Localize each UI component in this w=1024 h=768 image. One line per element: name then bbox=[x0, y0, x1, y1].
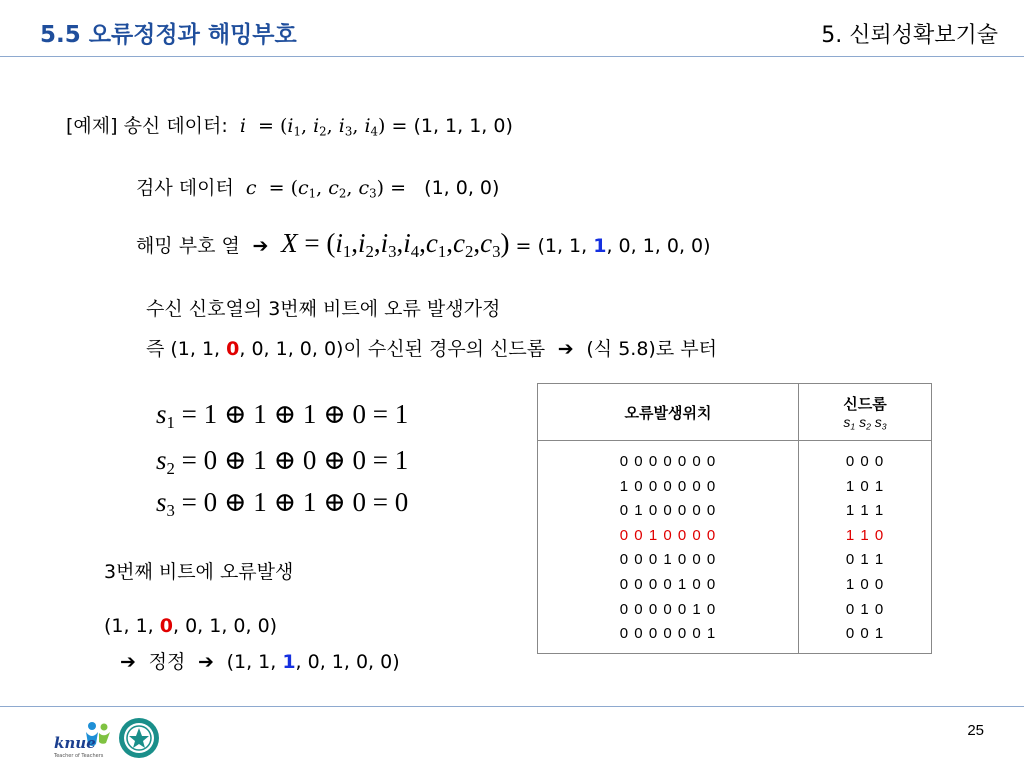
university-seal bbox=[118, 717, 160, 759]
check-vector: (1, 0, 0) bbox=[424, 177, 500, 199]
table-header-row bbox=[538, 384, 932, 441]
example-label: [예제] 송신 데이터: bbox=[66, 115, 228, 137]
table-body-row bbox=[538, 441, 932, 654]
check-symbol: c bbox=[239, 177, 263, 199]
info-symbol: i bbox=[233, 115, 252, 137]
code-vector-a: = (1, 1, bbox=[515, 235, 594, 257]
page-number: 25 bbox=[967, 722, 984, 739]
error-position-row: 0 1 0 0 0 0 0 bbox=[619, 502, 717, 520]
assume-recv-a: 즉 (1, 1, bbox=[146, 338, 227, 360]
error-position-row: 0 0 0 1 0 0 0 bbox=[619, 551, 717, 569]
conclusion-line: 3번째 비트에 오류발생 bbox=[104, 561, 294, 583]
info-vector: = (1, 1, 1, 0) bbox=[391, 115, 513, 137]
info-tuple: = ($i_1$, $i_2$, $i_3$, $i_4$) bbox=[258, 115, 386, 139]
error-position-row: 1 0 0 0 0 0 0 bbox=[619, 477, 717, 495]
assume-line-2 bbox=[146, 334, 717, 361]
col-header-position: 오류발생위치 bbox=[538, 384, 799, 441]
received-vector bbox=[104, 615, 277, 637]
logo-tagline: Teacher of Teachers bbox=[54, 753, 104, 759]
assume-recv-c: , 0, 1, 0, 0)이 수신된 경우의 신드롬 bbox=[239, 338, 546, 360]
code-vector-c: , 0, 1, 0, 0) bbox=[606, 235, 711, 257]
check-tuple: = ($c_1$, $c_2$, $c_3$) = bbox=[268, 177, 419, 201]
syndrome-table bbox=[537, 383, 932, 654]
error-position-cell bbox=[538, 441, 799, 654]
corrected-bit: 1 bbox=[282, 651, 296, 673]
code-vector-bit: 1 bbox=[593, 235, 607, 257]
error-position-row: 0 0 0 0 0 1 0 bbox=[619, 600, 717, 618]
check-label: 검사 데이터 bbox=[136, 177, 234, 199]
syndrome-header-bits: $s_1$ $s_2$ $s_3$ bbox=[843, 413, 887, 432]
knue-logo-mark-icon bbox=[52, 718, 116, 760]
right-arrow-icon: ➔ bbox=[191, 651, 221, 673]
header-divider bbox=[0, 56, 1024, 57]
right-arrow-icon: ➔ bbox=[551, 338, 581, 360]
syndrome-row: 1 1 0 bbox=[845, 526, 885, 544]
corrected-c: , 0, 1, 0, 0) bbox=[295, 651, 400, 673]
syndrome-row: 1 1 1 bbox=[845, 502, 885, 520]
footer-divider bbox=[0, 706, 1024, 707]
right-arrow-icon: ➔ bbox=[245, 235, 276, 257]
check-data-line bbox=[136, 173, 499, 201]
syndrome-row: 0 0 1 bbox=[845, 625, 885, 643]
seal-icon bbox=[118, 717, 160, 759]
error-position-row: 0 0 0 0 1 0 0 bbox=[619, 575, 717, 593]
received-bit: 0 bbox=[159, 615, 173, 637]
section-title: 5.5 오류정정과 해밍부호 bbox=[40, 22, 297, 48]
syndrome-row: 1 0 1 bbox=[845, 477, 885, 495]
assume-line-1: 수신 신호열의 3번째 비트에 오류 발생가정 bbox=[146, 298, 501, 320]
syndrome-eq-3: $s_3 = 0$ ⊕ 1 ⊕ 1 ⊕ 0 = 0 bbox=[156, 487, 409, 521]
syndrome-header-label: 신드롬 bbox=[843, 395, 887, 413]
assume-ref: (식 5.8)로 부터 bbox=[586, 338, 717, 360]
received-a: (1, 1, bbox=[104, 615, 160, 637]
syndrome-row: 0 1 1 bbox=[845, 551, 885, 569]
syndrome-eq-2: $s_2 = 0$ ⊕ 1 ⊕ 0 ⊕ 0 = 1 bbox=[156, 445, 409, 479]
error-position-row: 0 0 1 0 0 0 0 bbox=[619, 526, 717, 544]
corrected-a: (1, 1, bbox=[226, 651, 283, 673]
corrected-line bbox=[120, 647, 400, 674]
right-arrow-icon: ➔ bbox=[120, 651, 143, 673]
syndrome-eq-2-rhs: = 0 ⊕ 1 ⊕ 0 ⊕ 0 = 1 bbox=[181, 445, 409, 475]
received-c: , 0, 1, 0, 0) bbox=[172, 615, 278, 637]
code-label: 해밍 부호 열 bbox=[136, 235, 240, 257]
code-tuple: $X = (i_1,i_2,i_3,i_4,c_1,c_2,c_3)$ bbox=[281, 228, 510, 262]
example-info-line bbox=[66, 111, 513, 139]
col-header-syndrome bbox=[799, 384, 932, 441]
chapter-title: 5. 신뢰성확보기술 bbox=[821, 23, 998, 48]
syndrome-eq-3-rhs: = 0 ⊕ 1 ⊕ 1 ⊕ 0 = 0 bbox=[181, 487, 409, 517]
syndrome-eq-1-rhs: = 1 ⊕ 1 ⊕ 1 ⊕ 0 = 1 bbox=[181, 399, 409, 429]
syndrome-row: 0 1 0 bbox=[845, 600, 885, 618]
syndrome-eq-1: $s_1 = 1$ ⊕ 1 ⊕ 1 ⊕ 0 = 1 bbox=[156, 399, 409, 433]
error-position-row: 0 0 0 0 0 0 0 bbox=[619, 453, 717, 470]
syndrome-row: 1 0 0 bbox=[845, 575, 885, 593]
error-position-row: 0 0 0 0 0 0 1 bbox=[619, 625, 717, 643]
hamming-code-line bbox=[136, 228, 711, 262]
syndrome-cell bbox=[799, 441, 932, 654]
assume-recv-bit: 0 bbox=[226, 338, 240, 360]
logo-text: knue bbox=[54, 734, 96, 752]
knue-logo bbox=[52, 718, 116, 760]
syndrome-row: 0 0 0 bbox=[845, 453, 885, 470]
correct-label: 정정 bbox=[148, 651, 186, 673]
